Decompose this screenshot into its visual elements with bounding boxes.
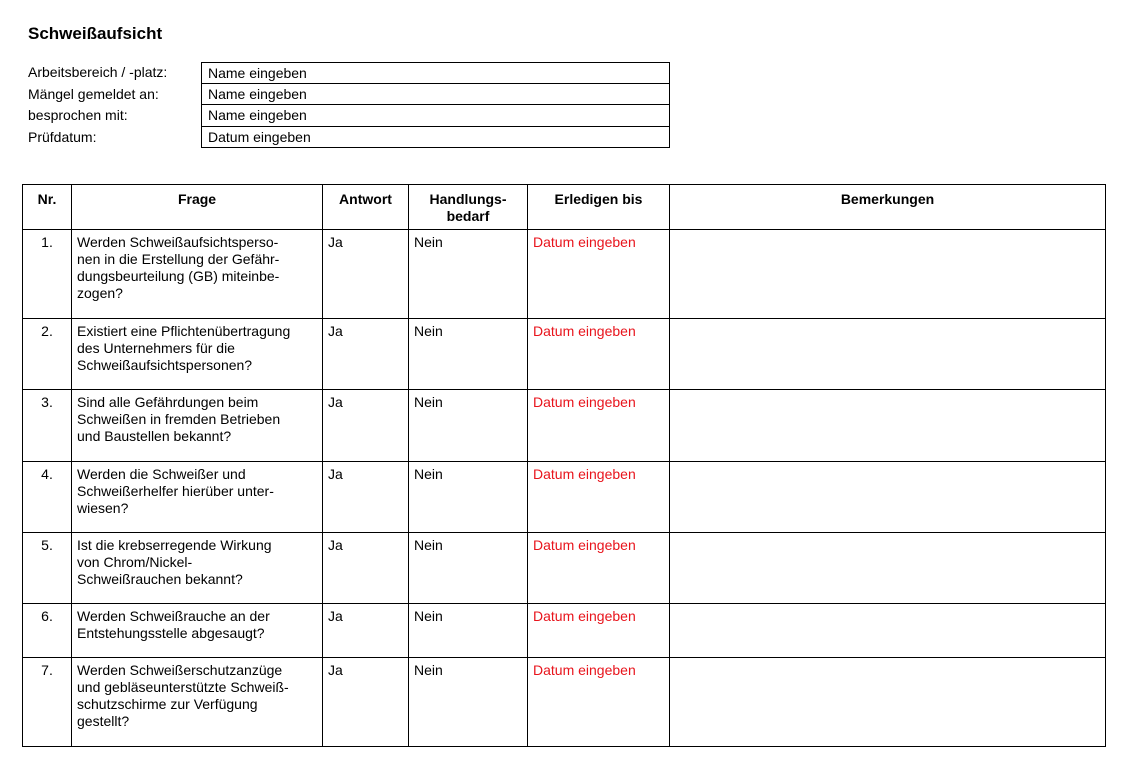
table-row — [23, 230, 1106, 319]
action-needed-field[interactable]: Nein — [409, 533, 528, 604]
due-date-field[interactable]: Datum eingeben — [528, 230, 670, 319]
row-number: 2. — [23, 319, 72, 390]
remarks-field[interactable] — [670, 462, 1106, 533]
remarks-field[interactable] — [670, 604, 1106, 658]
page-title: Schweißaufsicht — [28, 24, 163, 43]
form-row — [28, 127, 670, 149]
remarks-field[interactable] — [670, 658, 1106, 747]
answer-field[interactable]: Ja — [323, 230, 409, 319]
table-row — [23, 462, 1106, 533]
due-date-field[interactable]: Datum eingeben — [528, 390, 670, 462]
header-antwort: Antwort — [323, 185, 409, 230]
remarks-field[interactable] — [670, 533, 1106, 604]
due-date-field[interactable]: Datum eingeben — [528, 462, 670, 533]
row-number: 7. — [23, 658, 72, 747]
form-input[interactable]: Datum eingeben — [201, 127, 670, 149]
remarks-field[interactable] — [670, 230, 1106, 319]
remarks-field[interactable] — [670, 319, 1106, 390]
due-date-field[interactable]: Datum eingeben — [528, 319, 670, 390]
row-number: 6. — [23, 604, 72, 658]
question: Ist die krebserregende Wirkung von Chrom/Nickel- Schweißrauchen bekannt? — [72, 533, 323, 604]
form-row — [28, 105, 670, 127]
question: Sind alle Gefährdungen beim Schweißen in fremden Betrieben und Baustellen bekannt? — [72, 390, 323, 462]
table-row — [23, 319, 1106, 390]
answer-field[interactable]: Ja — [323, 658, 409, 747]
table-row — [23, 390, 1106, 462]
action-needed-field[interactable]: Nein — [409, 462, 528, 533]
form-label: Arbeitsbereich / -platz: — [28, 64, 168, 80]
due-date-field[interactable]: Datum eingeben — [528, 604, 670, 658]
question: Werden die Schweißer und Schweißerhelfer hierüber unter- wiesen? — [72, 462, 323, 533]
answer-field[interactable]: Ja — [323, 390, 409, 462]
form-label: besprochen mit: — [28, 107, 128, 123]
checklist-table — [22, 184, 1106, 747]
form-input[interactable]: Name eingeben — [201, 84, 670, 106]
form-label: Prüfdatum: — [28, 128, 97, 145]
due-date-field[interactable]: Datum eingeben — [528, 658, 670, 747]
form-row — [28, 84, 670, 106]
header-erledigen-bis: Erledigen bis — [528, 185, 670, 230]
action-needed-field[interactable]: Nein — [409, 390, 528, 462]
question: Werden Schweißaufsichtsperso- nen in die Erstellung der Gefähr- dungsbeurteilung (GB) miteinbe- zogen? — [72, 230, 323, 319]
form-input[interactable]: Name eingeben — [201, 62, 670, 84]
action-needed-field[interactable]: Nein — [409, 230, 528, 319]
header-frage: Frage — [72, 185, 323, 230]
form-row — [28, 62, 670, 84]
question: Werden Schweißrauche an der Entstehungsstelle abgesaugt? — [72, 604, 323, 658]
header-nr: Nr. — [23, 185, 72, 230]
due-date-field[interactable]: Datum eingeben — [528, 533, 670, 604]
table-row — [23, 604, 1106, 658]
answer-field[interactable]: Ja — [323, 533, 409, 604]
action-needed-field[interactable]: Nein — [409, 658, 528, 747]
header-form — [28, 62, 670, 148]
answer-field[interactable]: Ja — [323, 319, 409, 390]
row-number: 3. — [23, 390, 72, 462]
action-needed-field[interactable]: Nein — [409, 319, 528, 390]
question: Existiert eine Pflichtenübertragung des Unternehmers für die Schweißaufsichtspersonen? — [72, 319, 323, 390]
row-number: 5. — [23, 533, 72, 604]
form-input[interactable]: Name eingeben — [201, 105, 670, 127]
header-bemerkungen: Bemerkungen — [670, 185, 1106, 230]
answer-field[interactable]: Ja — [323, 462, 409, 533]
header-handlungsbedarf: Handlungs- bedarf — [409, 185, 528, 230]
answer-field[interactable]: Ja — [323, 604, 409, 658]
row-number: 1. — [23, 230, 72, 319]
table-row — [23, 533, 1106, 604]
table-header-row — [23, 185, 1106, 230]
form-label: Mängel gemeldet an: — [28, 85, 159, 102]
question: Werden Schweißerschutzanzüge und gebläseunterstützte Schweiß- schutzschirme zur Verfügung gestellt? — [72, 658, 323, 747]
table-row — [23, 658, 1106, 747]
row-number: 4. — [23, 462, 72, 533]
action-needed-field[interactable]: Nein — [409, 604, 528, 658]
remarks-field[interactable] — [670, 390, 1106, 462]
